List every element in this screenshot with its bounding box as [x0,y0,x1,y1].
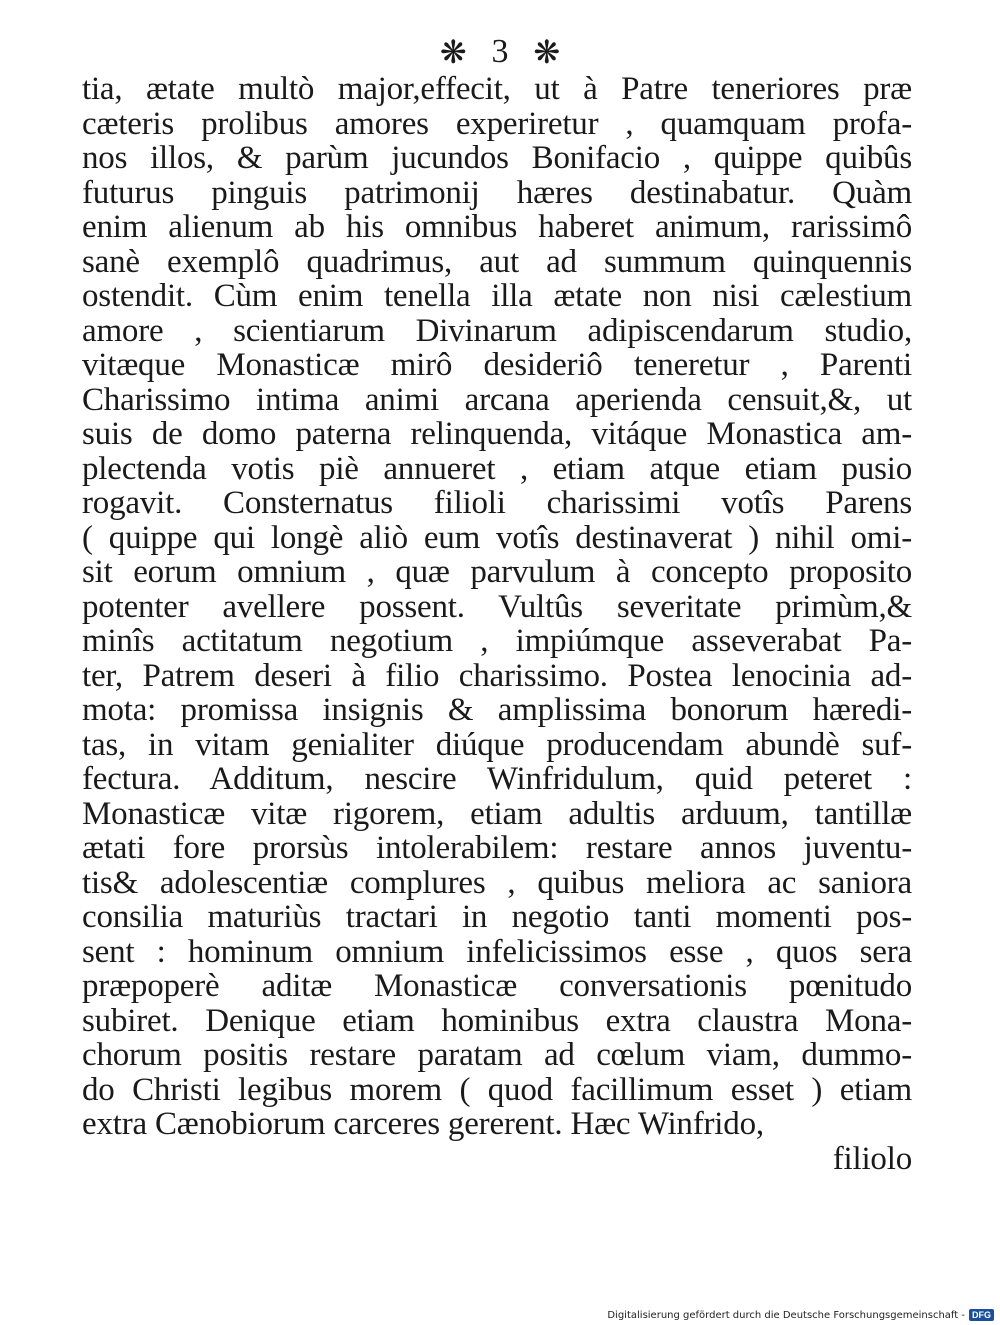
text-line: cæteris prolibus amores experiretur , quamquam profa- [82,105,912,142]
text-line: minîs actitatum negotium , impiúmque asseverabat Pa- [82,623,912,659]
text-line: Monasticæ vitæ rigorem, etiam adultis arduum, tantillæ [82,795,912,832]
ornament-left-icon: ❋ [439,33,467,71]
text-line: rogavit. Consternatus filioli charissimi votîs Parens [82,485,912,521]
text-line: subiret. Denique etiam hominibus extra claustra Mona- [82,1002,912,1039]
text-line: ætati fore prorsùs intolerabilem: restare annos juventu- [82,830,912,866]
text-line: fectura. Additum, nescire Winfridulum, quid peteret : [82,761,912,797]
text-line: chorum positis restare paratam ad cœlum viam, dummo- [82,1037,912,1073]
ornament-right-icon: ❋ [533,33,561,71]
text-line: suis de domo paterna relinquenda, vitáque Monastica am- [82,416,912,452]
text-line: ostendit. Cùm enim tenella illa ætate non nisi cælestium [82,278,912,314]
text-line: mota: promissa insignis & amplissima bonorum hæredi- [82,692,912,728]
text-line: futurus pinguis patrimonij hæres destinabatur. Quàm [82,174,912,211]
text-line: præpoperè aditæ Monasticæ conversationis pœnitudo [82,968,912,1004]
text-line: sanè exemplô quadrimus, aut ad summum quinquennis [82,243,912,280]
text-line: do Christi legibus morem ( quod facillimum esset ) etiam [82,1071,912,1108]
dfg-logo-icon: DFG [969,1309,994,1321]
page-header [0,30,1000,72]
digitization-credit [607,1309,994,1321]
text-line: nos illos, & parùm jucundos Bonifacio , quippe quibûs [82,140,912,176]
body-text [82,72,912,1176]
text-line: potenter avellere possent. Vultûs severitate primùm,& [82,588,912,625]
text-line: tas, in vitam genialiter diúque producendam abundè suf- [82,726,912,763]
text-line: tis& adolescentiæ complures , quibus meliora ac saniora [82,864,912,901]
catchword: filiolo [832,1140,912,1177]
credit-text: Digitalisierung gefördert durch die Deutsche Forschungsgemeinschaft - [607,1309,965,1321]
text-line: enim alienum ab his omnibus haberet animum, rarissimô [82,209,912,245]
page-number: 3 [491,33,509,70]
text-line: plectenda votis piè annueret , etiam atque etiam pusio [82,450,912,487]
text-line: amore , scientiarum Divinarum adipiscendarum studio, [82,312,912,349]
text-line: extra Cænobiorum carceres gererent. Hæc Winfrido, [82,1106,764,1142]
text-line: ter, Patrem deseri à filio charissimo. Postea lenocinia ad- [82,657,912,694]
text-line: tia, ætate multò major,effecit, ut à Patre teneriores præ [82,71,912,107]
text-line: sit eorum omnium , quæ parvulum à concepto proposito [82,554,912,590]
text-line: Charissimo intima animi arcana aperienda censuit,&, ut [82,381,912,418]
text-line: vitæque Monasticæ mirô desideriô teneretur , Parenti [82,347,912,383]
text-line: consilia maturiùs tractari in negotio tanti momenti pos- [82,899,912,935]
text-line: sent : hominum omnium infelicissimos esse , quos sera [82,933,912,970]
text-line: ( quippe qui longè aliò eum votîs destinaverat ) nihil omi- [82,519,912,556]
